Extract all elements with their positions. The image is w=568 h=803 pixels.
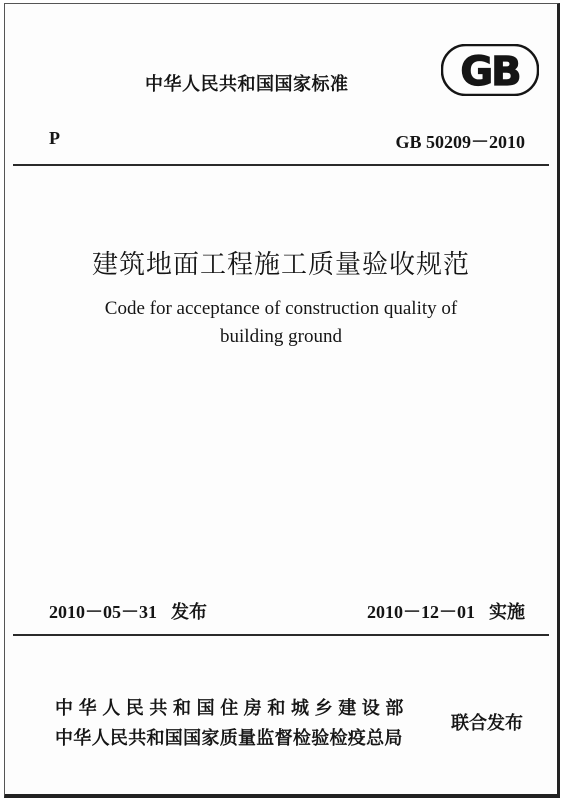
document-cover: [4, 3, 560, 798]
issuer-ministry: 中华人民共和国住房和城乡建设部: [55, 698, 409, 719]
classification-code: P: [49, 128, 60, 148]
title-chinese: 建筑地面工程施工质量验收规范: [91, 250, 470, 280]
issue-date: 2010－05－31: [49, 602, 157, 622]
issuer-aqsiq: 中华人民共和国国家质量监督检验检疫总局: [55, 728, 403, 749]
title-english: [5, 295, 557, 351]
implement-date: 2010－12－01: [367, 602, 475, 622]
standard-number: GB 50209－2010: [395, 132, 525, 152]
joint-issue-label: 联合发布: [451, 713, 523, 734]
gb-logo: [441, 44, 539, 96]
title-english-line1: Code for acceptance of construction quality of: [104, 298, 458, 319]
top-divider: [13, 164, 549, 166]
standard-category: 中华人民共和国国家标准: [145, 74, 349, 95]
implement-label: 实施: [489, 602, 525, 623]
title-english-line2: building ground: [220, 326, 342, 347]
issue-label: 发布: [171, 602, 207, 623]
issue-date-block: [49, 598, 207, 624]
bottom-divider: [13, 634, 549, 636]
implement-date-block: [367, 598, 525, 624]
gb-logo-text: GB: [460, 49, 520, 95]
